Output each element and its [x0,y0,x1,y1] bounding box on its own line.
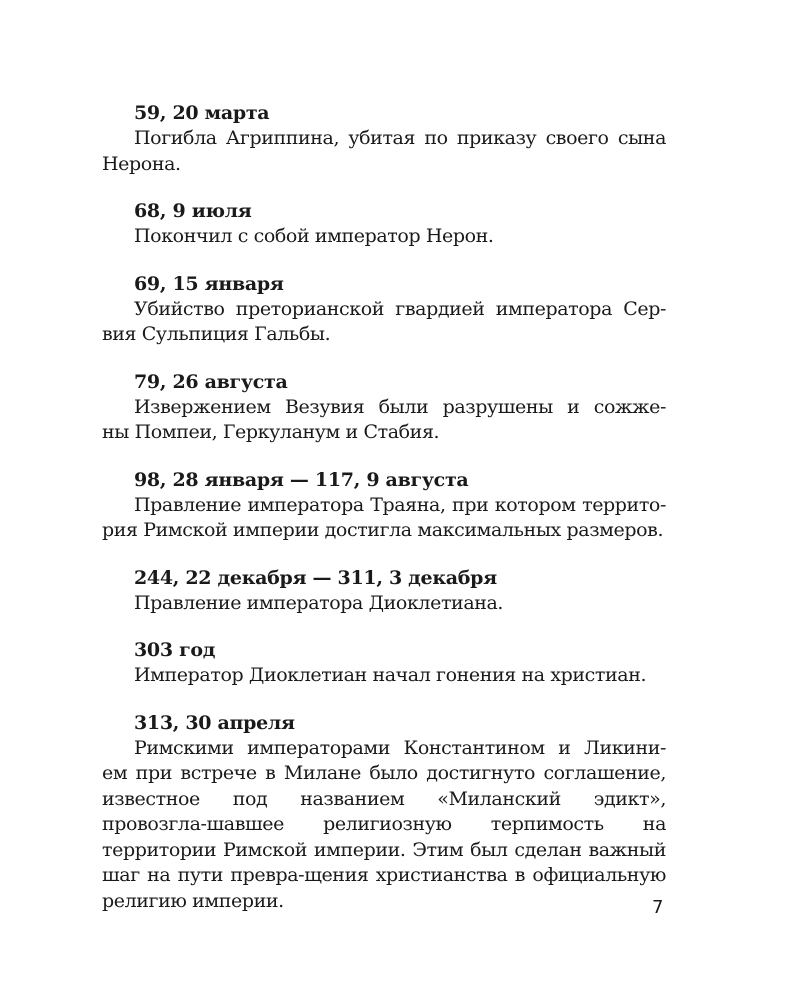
entry-text-first-line: Правление императора Траяна, при котором террито- [134,493,666,516]
entry-text-first-line: Погибла Агриппина, убитая по приказу своего сына [134,127,666,149]
entry-text [102,126,666,177]
page-number: 7 [652,897,664,918]
entry-text-continuation: рия Римской империи достигла максимальных размеров. [102,519,664,541]
entry-text-first-line: Убийство преторианской гвардией императора Сер- [134,297,666,320]
entry-text [134,591,666,617]
entry-text-continuation: ем при встрече в Милане было достигнуто соглашение, известное под названием «Миланский эдикт», провозгла-шавшее религиозную терпимость на территории Римской империи. Этим был сделан важный шаг на пути превра-щения христианства в официальную религию империи. [102,762,666,912]
entry-date: 313, 30 апреля [134,711,295,734]
entry-date: 303 год [134,639,216,661]
entry-text-first-line: Римскими императорами Константином и Ликини- [134,736,666,759]
entry-text [102,395,666,446]
entry-date: 79, 26 августа [134,370,288,393]
chronology-entry [134,565,666,617]
entry-date: 69, 15 января [134,272,284,295]
entry-text-continuation: ны Помпеи, Геркуланум и Стабия. [102,421,440,443]
chronology-entry [134,198,666,250]
entry-text [134,663,666,689]
entry-text-first-line: Извержением Везувия были разрушены и сожже- [134,395,666,418]
entry-text-continuation: вия Сульпиция Гальбы. [102,323,331,345]
chronology-entry [102,710,666,915]
entry-date: 68, 9 июля [134,200,252,222]
chronology-entry [102,100,666,177]
entry-text [102,493,666,544]
chronology-list [102,100,666,935]
entry-text-first-line: Покончил с собой император Нерон. [134,225,494,247]
entry-date: 98, 28 января — 117, 9 августа [134,468,469,491]
chronology-entry [134,637,666,689]
entry-text [102,297,666,348]
entry-text-continuation: Нерона. [102,152,181,175]
entry-date: 59, 20 марта [134,102,270,124]
chronology-entry [102,467,666,544]
chronology-entry [102,369,666,446]
entry-text [102,736,666,915]
entry-text-first-line: Правление императора Диоклетиана. [134,591,504,614]
entry-text [134,224,666,250]
entry-date: 244, 22 декабря — 311, 3 декабря [134,566,497,589]
chronology-entry [102,271,666,348]
entry-text-first-line: Император Диоклетиан начал гонения на христиан. [134,664,647,686]
